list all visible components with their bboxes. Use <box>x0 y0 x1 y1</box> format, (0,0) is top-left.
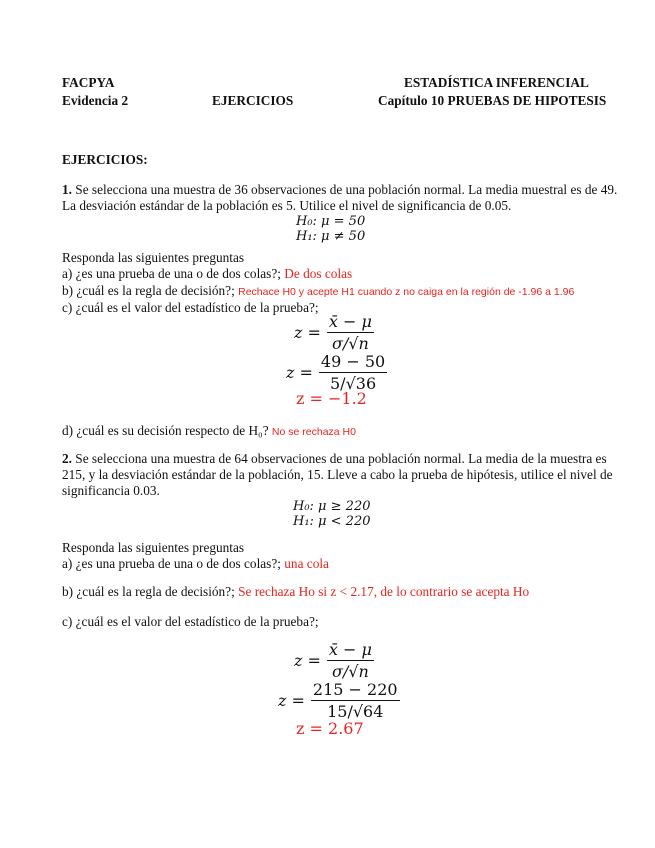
q2-statement-line2: 215, y la desviación estándar de la población, 15. Lleve a cabo la prueba de hipótesis, utilice el nivel de <box>62 467 613 482</box>
formula-denominator: 5/√36 <box>330 374 377 393</box>
q1-c: c) ¿cuál es el valor del estadístico de la prueba?; <box>62 300 319 315</box>
q1-b-answer: Rechace H0 y acepte H1 cuando z no caiga en la región de -1.96 a 1.96 <box>238 286 575 298</box>
formula-lhs: z = <box>286 363 313 382</box>
q1-text: Se selecciona una muestra de 36 observaciones de una población normal. La media muestral es de 49. <box>71 182 618 197</box>
formula-lhs: z = <box>294 651 321 670</box>
q1-formula-general <box>294 312 374 353</box>
q2-a-question: a) ¿es una prueba de una o de dos colas?; <box>62 556 285 571</box>
q2-h1: H₁: μ < 220 <box>293 514 371 529</box>
header-evidence: Evidencia 2 <box>62 93 129 108</box>
q2-formula-general <box>294 640 374 681</box>
q2-b-answer: Se rechaza Ho si z < 2.17, de lo contrario se acepta Ho <box>238 584 530 599</box>
q1-prompt: Responda las siguientes preguntas <box>62 250 245 265</box>
formula-denominator: 15/√64 <box>327 702 384 721</box>
q2-result: z = 2.67 <box>296 719 364 738</box>
formula-numerator: 215 − 220 <box>312 680 398 699</box>
q1-statement-line1 <box>62 182 617 198</box>
q2-a-answer: una cola <box>284 556 329 571</box>
q1-d-question: d) ¿cuál es su decisión respecto de H₀? <box>62 423 272 438</box>
header-course: ESTADÍSTICA INFERENCIAL <box>404 75 589 90</box>
q2-c: c) ¿cuál es el valor del estadístico de la prueba?; <box>62 614 319 629</box>
q2-h0: H₀: μ ≥ 220 <box>293 499 371 514</box>
q1-d-answer: No se rechaza H0 <box>271 426 356 438</box>
q1-b <box>62 283 574 300</box>
header-faculty: FACPYA <box>62 75 115 90</box>
q1-a-answer: De dos colas <box>284 266 353 281</box>
q2-formula-substituted <box>278 680 400 721</box>
q1-number: 1. <box>62 182 72 197</box>
q2-prompt: Responda las siguientes preguntas <box>62 540 245 555</box>
q1-statement-line2: La desviación estándar de la población es 5. Utilice el nivel de significancia de 0.05. <box>62 198 512 213</box>
header-exercises: EJERCICIOS <box>212 93 294 108</box>
q1-d <box>62 423 356 440</box>
q1-h0: H₀: μ = 50 <box>296 214 366 229</box>
formula-denominator: σ/√n <box>332 334 369 353</box>
q2-number: 2. <box>62 451 72 466</box>
formula-numerator: x̄ − μ <box>328 640 372 659</box>
formula-numerator: x̄ − μ <box>328 312 372 331</box>
q1-a-question: a) ¿es una prueba de una o de dos colas?; <box>62 266 285 281</box>
formula-numerator: 49 − 50 <box>320 352 386 371</box>
q2-b-question: b) ¿cuál es la regla de decisión?; <box>62 584 239 599</box>
q2-text: Se selecciona una muestra de 64 observaciones de una población normal. La media de la muestra es <box>71 451 607 466</box>
q2-statement-line3: significancia 0.03. <box>62 483 160 498</box>
header-chapter: Capítulo 10 PRUEBAS DE HIPOTESIS <box>378 93 607 108</box>
q1-h1: H₁: μ ≠ 50 <box>296 229 366 244</box>
q1-formula-substituted <box>286 352 387 393</box>
q1-result: z = −1.2 <box>296 389 367 408</box>
q1-b-question: b) ¿cuál es la regla de decisión?; <box>62 283 239 298</box>
formula-lhs: z = <box>294 323 321 342</box>
formula-lhs: z = <box>278 691 305 710</box>
section-title: EJERCICIOS: <box>62 152 148 167</box>
q2-b <box>62 584 529 600</box>
q2-a <box>62 556 329 572</box>
q2-statement-line1 <box>62 451 607 467</box>
q1-a <box>62 266 352 282</box>
formula-denominator: σ/√n <box>332 662 369 681</box>
